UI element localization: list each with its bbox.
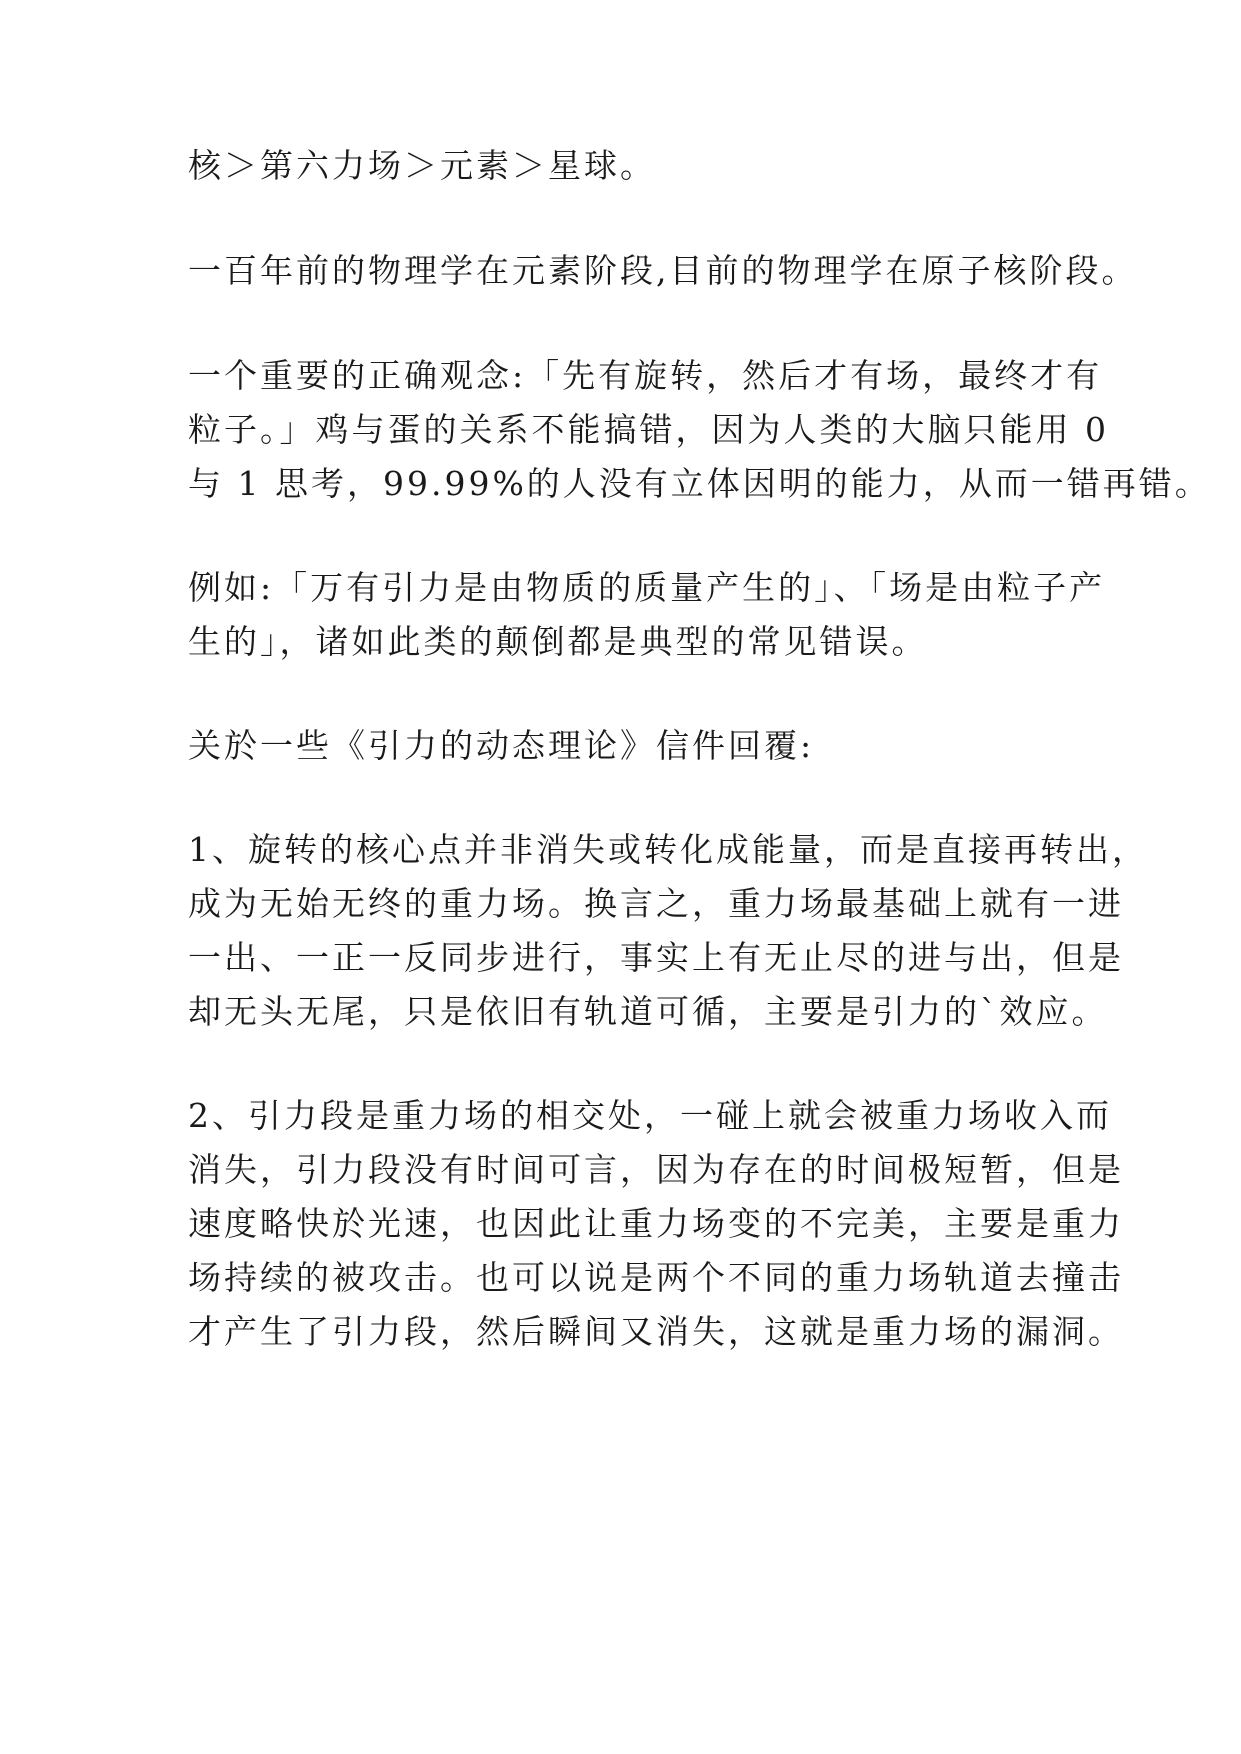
paragraph-3-line-3: 与 1 思考，99.99%的人没有立体因明的能力，从而一错再错。 <box>188 464 1211 503</box>
paragraph-7-line-4: 场持续的被攻击。也可以说是两个不同的重力场轨道去撞击 <box>188 1258 1124 1297</box>
paragraph-7-line-5: 才产生了引力段，然后瞬间又消失，这就是重力场的漏洞。 <box>188 1312 1124 1351</box>
paragraph-4-line-1: 例如:「万有引力是由物质的质量产生的」、「场是由粒子产 <box>188 568 1106 607</box>
paragraph-6-line-2: 成为无始无终的重力场。换言之，重力场最基础上就有一进 <box>188 884 1124 923</box>
paragraph-7-line-3: 速度略快於光速，也因此让重力场变的不完美，主要是重力 <box>188 1204 1124 1243</box>
paragraph-4-line-2: 生的」，诸如此类的颠倒都是典型的常见错误。 <box>188 622 928 661</box>
paragraph-6-line-4: 却无头无尾，只是依旧有轨道可循，主要是引力的`效应。 <box>188 992 1108 1031</box>
paragraph-3-line-1: 一个重要的正确观念:「先有旋转，然后才有场，最终才有 <box>188 356 1103 395</box>
paragraph-7-line-1: 2、引力段是重力场的相交处，一碰上就会被重力场收入而 <box>188 1096 1112 1135</box>
paragraph-6-line-1: 1、旋转的核心点并非消失或转化成能量，而是直接再转出， <box>188 830 1148 869</box>
paragraph-3-line-2: 粒子。」鸡与蛋的关系不能搞错，因为人类的大脑只能用 0 <box>188 410 1109 449</box>
paragraph-2-line-1: 一百年前的物理学在元素阶段,目前的物理学在原子核阶段。 <box>188 251 1138 290</box>
paragraph-6-line-3: 一出、一正一反同步进行，事实上有无止尽的进与出，但是 <box>188 938 1124 977</box>
paragraph-1-line-1: 核＞第六力场＞元素＞星球。 <box>188 146 656 185</box>
paragraph-7-line-2: 消失，引力段没有时间可言，因为存在的时间极短暂，但是 <box>188 1150 1124 1189</box>
paragraph-5-line-1: 关於一些《引力的动态理论》信件回覆: <box>188 726 815 765</box>
